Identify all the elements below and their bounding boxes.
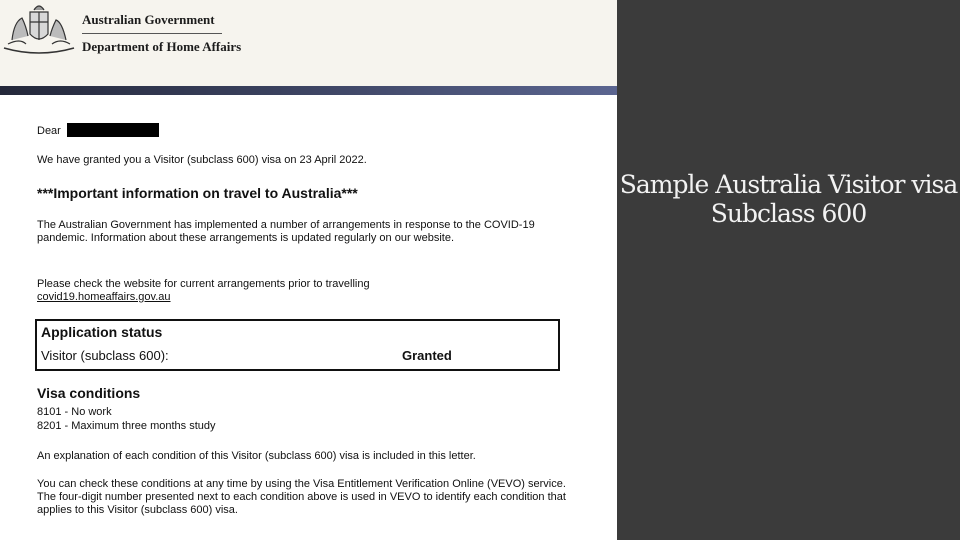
- conditions-list: [37, 405, 216, 433]
- grant-statement: We have granted you a Visitor (subclass 600) visa on 23 April 2022.: [37, 154, 367, 166]
- explanation-paragraph: An explanation of each condition of this Visitor (subclass 600) visa is included in this letter.: [37, 450, 476, 462]
- check-text: Please check the website for current arrangements prior to travelling: [37, 278, 370, 290]
- vevo-paragraph: You can check these conditions at any time by using the Visa Entitlement Verification Online (VEVO) service. The four-digit number presented next to each condition above is used in VEVO to identify each condition that applies to this Visitor (subclass 600) visa.: [37, 478, 566, 516]
- covid-paragraph: The Australian Government has implemented a number of arrangements in response to the COVID-19 pandemic. Information about these arrangements is updated regularly on our website.: [37, 219, 535, 244]
- status-label: Visitor (subclass 600):: [41, 348, 169, 363]
- letterhead-band: [0, 86, 617, 95]
- list-item: 8201 - Maximum three months study: [37, 420, 216, 432]
- covid-link[interactable]: covid19.homeaffairs.gov.au: [37, 291, 171, 303]
- check-website-paragraph: [37, 278, 557, 304]
- important-heading: ***Important information on travel to Australia***: [37, 185, 358, 201]
- letterhead: [0, 0, 617, 86]
- letterhead-divider: [82, 33, 222, 34]
- salutation: Dear: [37, 125, 61, 137]
- status-title: Application status: [41, 324, 163, 340]
- coat-of-arms-icon: [0, 0, 78, 58]
- government-name: Australian Government: [82, 12, 215, 27]
- status-badge: Granted: [402, 348, 452, 363]
- visa-conditions-title: Visa conditions: [37, 385, 141, 401]
- list-item: 8101 - No work: [37, 406, 112, 418]
- application-status-box: [35, 319, 560, 371]
- redacted-name: [67, 123, 159, 137]
- department-name: Department of Home Affairs: [82, 39, 242, 54]
- page-title: Sample Australia Visitor visa Subclass 600: [619, 170, 958, 228]
